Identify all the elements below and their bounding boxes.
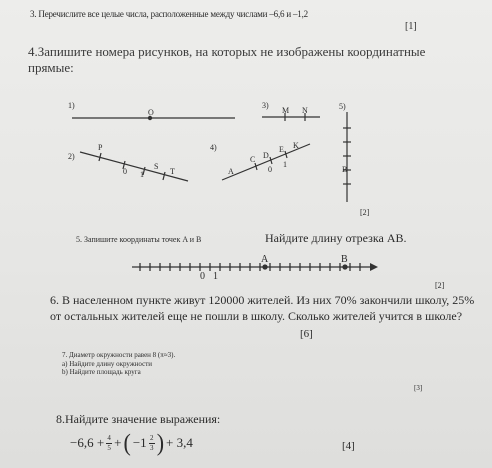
- question-7: [62, 351, 175, 377]
- expr-part-a: −6,6 +: [70, 435, 105, 450]
- q5-label-B: B: [341, 254, 348, 265]
- label-E: E: [279, 145, 284, 154]
- label-T: T: [170, 167, 175, 176]
- label-N: N: [302, 106, 308, 115]
- expr-f2-numerator: 2: [149, 433, 154, 442]
- question-3-mark: [1]: [405, 21, 417, 32]
- figure-1-label: 1): [68, 101, 75, 110]
- label-C: C: [250, 155, 256, 164]
- question-8-mark: [4]: [342, 440, 355, 452]
- question-6-mark: [6]: [300, 328, 313, 340]
- q5-point-A: [263, 265, 267, 269]
- q5-label-zero: 0: [200, 271, 205, 282]
- question-5-left: 5. Запишите координаты точек A и B: [76, 235, 202, 244]
- question-8: 8.Найдите значение выражения:: [56, 412, 221, 426]
- label-D: D: [263, 151, 269, 160]
- question-5-mark: [2]: [435, 281, 445, 290]
- label-S: S: [154, 162, 159, 171]
- question-6: 6. В населенном пункте живут 120000 жителей. Из них 70% закончили школу, 25% от остальных жителей еще не пошли в школу. Сколько жителей учится в школе?: [50, 293, 475, 323]
- label-zero-2: 0: [123, 167, 127, 176]
- q5-label-one: 1: [213, 271, 218, 282]
- expr-f2-denominator: 3: [149, 443, 154, 452]
- label-O: O: [148, 108, 154, 117]
- label-one-2: 1: [140, 170, 144, 179]
- label-K: K: [293, 141, 299, 150]
- expr-paren-open: (: [123, 428, 131, 457]
- figure-4-label: 4): [210, 143, 217, 152]
- figure-2-tick: [163, 172, 165, 180]
- question-7-mark: [3]: [414, 384, 423, 392]
- expr-plus: +: [114, 435, 122, 450]
- question-4: 4.Запишите номера рисунков, на которых не изображены координатные прямые:: [28, 44, 426, 75]
- question-7-line1: 7. Диаметр окружности равен 8 (π≈3).: [62, 351, 176, 359]
- question-7-line2: a) Найдите длину окружности: [62, 359, 153, 368]
- expr-paren-close: ): [156, 428, 165, 457]
- figure-5-label: 5): [339, 102, 346, 111]
- question-4-mark: [2]: [360, 208, 370, 217]
- question-5-right: Найдите длину отрезка AB.: [265, 231, 407, 245]
- label-zero-4: 0: [268, 165, 272, 174]
- label-A-4: A: [228, 167, 234, 176]
- expr-fraction-2: [149, 435, 155, 452]
- figure-3-label: 3): [262, 101, 269, 110]
- expr-f1-denominator: 5: [107, 443, 111, 452]
- q5-point-B: [343, 265, 347, 269]
- label-one-4: 1: [283, 160, 287, 169]
- question-8-expression: [70, 428, 193, 457]
- expr-tail: + 3,4: [166, 435, 193, 450]
- expr-f1-numerator: 4: [107, 433, 111, 442]
- expr-neg: −1: [132, 435, 147, 450]
- figure-2-label: 2): [68, 152, 75, 161]
- label-B-5: B: [342, 165, 348, 174]
- question-7-line3: b) Найдите площадь круга: [62, 368, 141, 376]
- label-P: P: [98, 143, 103, 152]
- question-3: 3. Перечислите все целые числа, расположенные между числами –6,6 и –1,2: [30, 9, 308, 19]
- label-M: M: [282, 106, 290, 115]
- q5-label-A: A: [261, 254, 269, 265]
- expr-fraction-1: [106, 435, 112, 452]
